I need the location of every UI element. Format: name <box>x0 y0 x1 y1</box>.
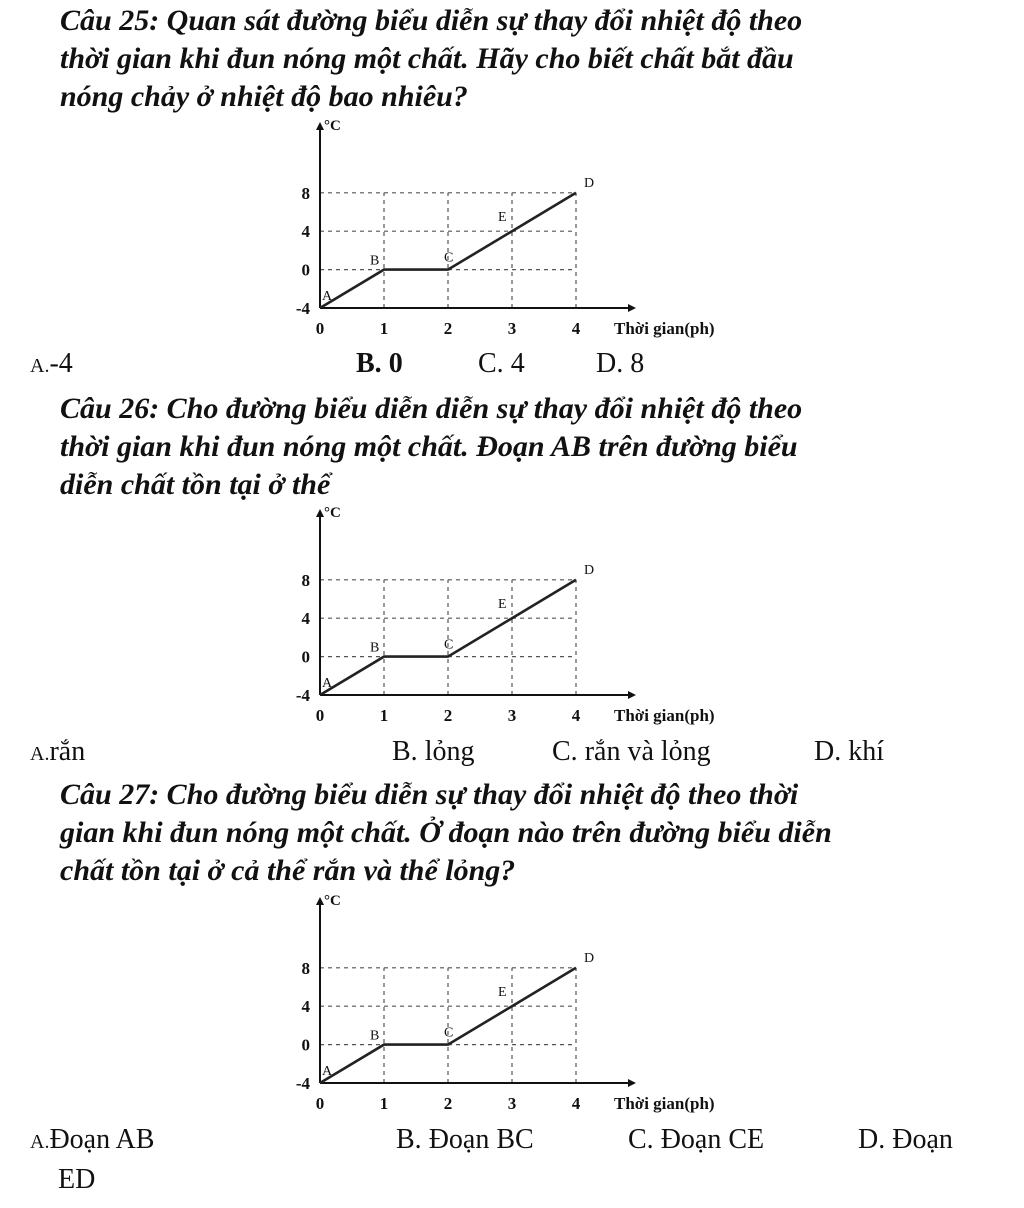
x-tick-label: 4 <box>571 1094 581 1113</box>
y-tick-label: -4 <box>295 686 310 705</box>
x-tick-label: 4 <box>571 319 581 338</box>
answer-letter: D. <box>596 348 624 379</box>
question-line: nóng chảy ở nhiệt độ bao nhiêu? <box>60 80 468 113</box>
answer-c[interactable] <box>552 736 711 768</box>
x-tick-label: 3 <box>507 319 517 338</box>
answer-letter: D. <box>814 736 842 767</box>
y-tick-label: 4 <box>301 997 310 1017</box>
point-label: E <box>498 210 507 226</box>
answer-letter: C. <box>628 1124 654 1155</box>
question-line: diễn chất tồn tại ở thể <box>60 468 331 501</box>
x-axis-label: Thời gian(ph) <box>614 1094 715 1113</box>
answer-letter: A. <box>30 743 50 765</box>
answer-text: khí <box>848 736 885 767</box>
y-axis-arrow-icon <box>316 509 324 517</box>
point-label: A <box>322 1064 333 1079</box>
y-tick-label: 4 <box>301 609 310 629</box>
y-tick-label: 8 <box>301 570 310 590</box>
answer-text: -4 <box>49 348 73 379</box>
x-tick-label: 2 <box>443 319 453 338</box>
y-tick-label: 4 <box>301 222 310 242</box>
question-line: thời gian khi đun nóng một chất. Hãy cho biết chất bắt đầu <box>60 42 794 75</box>
answer-text: ED <box>58 1164 96 1195</box>
answer-letter: B. <box>356 348 382 379</box>
chart-svg <box>270 116 770 351</box>
answer-b[interactable] <box>396 1124 534 1156</box>
point-label: C <box>444 637 454 653</box>
answer-c[interactable] <box>478 348 525 380</box>
y-tick-label: 0 <box>301 260 310 280</box>
chart-question-26 <box>270 503 770 738</box>
question-line: Câu 26: Cho đường biểu diễn diễn sự thay đổi nhiệt độ theo <box>60 392 803 425</box>
y-tick-label: -4 <box>295 299 310 318</box>
question-25-text <box>60 2 980 116</box>
point-label: A <box>322 676 333 691</box>
x-tick-label: 0 <box>315 319 325 338</box>
x-tick-label: 2 <box>443 706 453 725</box>
answer-text: 0 <box>388 348 403 379</box>
question-line: thời gian khi đun nóng một chất. Đoạn AB trên đường biểu <box>60 430 798 463</box>
y-tick-label: 0 <box>301 647 310 667</box>
y-axis-label: °C <box>324 893 341 909</box>
question-line: chất tồn tại ở cả thể rắn và thể lỏng? <box>60 854 516 887</box>
point-label: C <box>444 250 454 266</box>
question-26-text <box>60 390 980 504</box>
answer-d[interactable] <box>596 348 644 380</box>
chart-svg <box>270 503 770 738</box>
x-axis-arrow-icon <box>628 691 636 699</box>
x-tick-label: 1 <box>379 706 389 725</box>
chart-question-27 <box>270 891 770 1126</box>
answer-text: rắn <box>49 736 86 767</box>
x-axis-arrow-icon <box>628 1079 636 1087</box>
answer-text: Đoạn BC <box>428 1124 534 1155</box>
point-label: D <box>584 950 595 966</box>
x-tick-label: 0 <box>315 1094 325 1113</box>
y-tick-label: 0 <box>301 1035 310 1055</box>
point-label: D <box>584 175 595 191</box>
x-tick-label: 1 <box>379 1094 389 1113</box>
x-axis-arrow-icon <box>628 304 636 312</box>
x-tick-label: 4 <box>571 706 581 725</box>
answer-d-continued <box>58 1164 95 1196</box>
answer-b[interactable] <box>356 348 403 380</box>
chart-svg <box>270 891 770 1126</box>
point-label: E <box>498 985 507 1001</box>
answer-text: 4 <box>510 348 525 379</box>
question-27-text <box>60 776 980 890</box>
answer-text: Đoạn CE <box>660 1124 765 1155</box>
question-line: Câu 25: Quan sát đường biểu diễn sự thay đổi nhiệt độ theo <box>60 4 803 37</box>
x-tick-label: 0 <box>315 706 325 725</box>
point-label: A <box>322 289 333 304</box>
answer-a[interactable] <box>30 1124 154 1158</box>
x-axis-label: Thời gian(ph) <box>614 706 715 725</box>
y-tick-label: -4 <box>295 1074 310 1093</box>
answer-letter: C. <box>552 736 578 767</box>
answer-text: rắn và lỏng <box>584 736 711 767</box>
point-label: E <box>498 597 507 613</box>
answer-letter: A. <box>30 1131 50 1153</box>
answer-d[interactable] <box>814 736 884 768</box>
answer-text: 8 <box>630 348 645 379</box>
x-tick-label: 3 <box>507 706 517 725</box>
y-axis-label: °C <box>324 505 341 521</box>
answer-d[interactable] <box>858 1124 953 1156</box>
x-tick-label: 3 <box>507 1094 517 1113</box>
answer-letter: B. <box>396 1124 422 1155</box>
answer-letter: A. <box>30 355 50 377</box>
question-line: Câu 27: Cho đường biểu diễn sự thay đổi nhiệt độ theo thời <box>60 778 799 811</box>
answer-text: Đoạn <box>892 1124 953 1155</box>
answer-a[interactable] <box>30 348 73 382</box>
point-label: C <box>444 1025 454 1041</box>
answer-c[interactable] <box>628 1124 764 1156</box>
answer-letter: D. <box>858 1124 886 1155</box>
x-tick-label: 2 <box>443 1094 453 1113</box>
y-axis-arrow-icon <box>316 122 324 130</box>
answer-letter: B. <box>392 736 418 767</box>
chart-question-25 <box>270 116 770 351</box>
y-axis-arrow-icon <box>316 897 324 905</box>
y-axis-label: °C <box>324 118 341 134</box>
answer-text: lỏng <box>424 736 475 767</box>
y-tick-label: 8 <box>301 958 310 978</box>
question-line: gian khi đun nóng một chất. Ở đoạn nào trên đường biểu diễn <box>60 816 832 849</box>
point-label: B <box>370 253 380 269</box>
answer-b[interactable] <box>392 736 474 768</box>
answer-letter: C. <box>478 348 504 379</box>
point-label: B <box>370 1028 380 1044</box>
answer-text: Đoạn AB <box>49 1124 155 1155</box>
answer-a[interactable] <box>30 736 85 770</box>
x-tick-label: 1 <box>379 319 389 338</box>
point-label: D <box>584 562 595 578</box>
x-axis-label: Thời gian(ph) <box>614 319 715 338</box>
point-label: B <box>370 640 380 656</box>
y-tick-label: 8 <box>301 183 310 203</box>
